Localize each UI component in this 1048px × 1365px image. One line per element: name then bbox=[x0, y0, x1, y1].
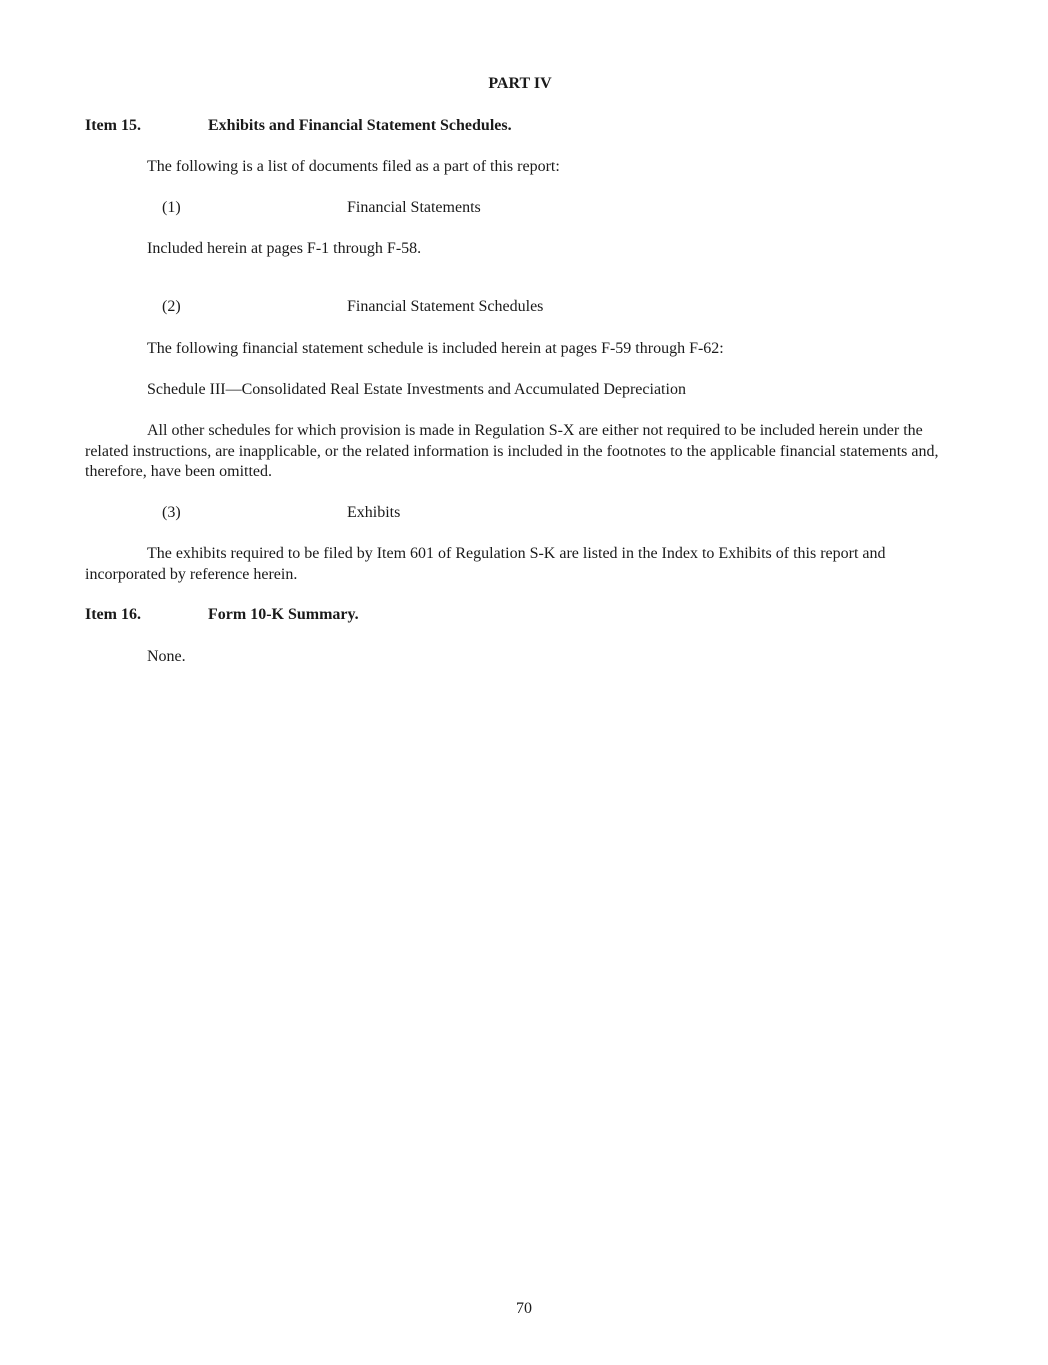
item16-number: Item 16. bbox=[85, 606, 141, 623]
item15-title: Exhibits and Financial Statement Schedules. bbox=[208, 117, 512, 134]
sub2-title: Financial Statement Schedules bbox=[347, 298, 544, 315]
sub3-number: (3) bbox=[162, 504, 181, 521]
sub3-title: Exhibits bbox=[347, 504, 401, 521]
page-number: 70 bbox=[516, 1300, 532, 1317]
sub1-text: Included herein at pages F-1 through F-58. bbox=[147, 240, 422, 257]
exhibits-paragraph: The exhibits required to be filed by Item 601 of Regulation S-K are listed in the Index to Exhibits of this report and incorporated by reference herein. bbox=[85, 545, 886, 583]
sub1-title: Financial Statements bbox=[347, 199, 481, 216]
sub2-text: The following financial statement schedule is included herein at pages F-59 through F-62: bbox=[147, 340, 724, 357]
item15-number: Item 15. bbox=[85, 117, 141, 134]
item16-title: Form 10-K Summary. bbox=[208, 606, 359, 623]
sub2-number: (2) bbox=[162, 298, 181, 315]
item15-intro: The following is a list of documents filed as a part of this report: bbox=[147, 158, 560, 175]
other-schedules-paragraph: All other schedules for which provision is made in Regulation S-X are either not required to be included herein under the related instructions, are inapplicable, or the related information is included in the footnotes to the applicable financial statements and, therefore, have been omitted. bbox=[85, 422, 939, 480]
sub1-number: (1) bbox=[162, 199, 181, 216]
part-title: PART IV bbox=[488, 75, 552, 92]
schedule-iii-line: Schedule III—Consolidated Real Estate Investments and Accumulated Depreciation bbox=[147, 381, 686, 398]
item16-text: None. bbox=[147, 648, 186, 665]
